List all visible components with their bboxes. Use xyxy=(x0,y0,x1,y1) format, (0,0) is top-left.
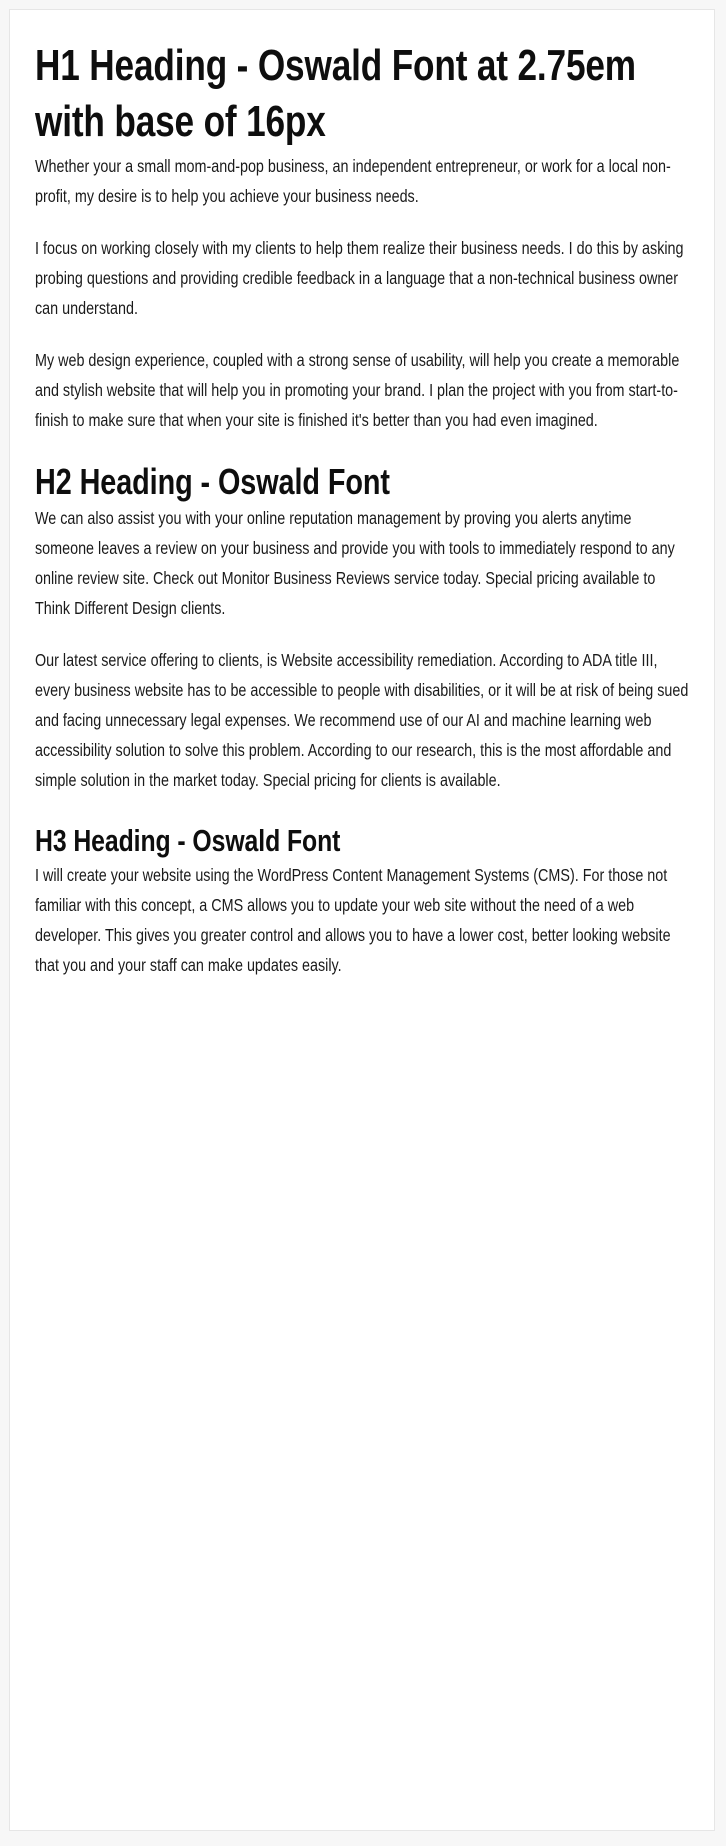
intro-paragraph-2: I focus on working closely with my clients to help them realize their business needs. I do this by asking probing questions and providing credible feedback in a language that a non-technical business owner can understand. xyxy=(35,237,684,318)
bottom-whitespace xyxy=(35,1002,689,1472)
h3-paragraph-1: I will create your website using the WordPress Content Management Systems (CMS). For those not familiar with this concept, a CMS allows you to update your web site without the need of a web developer. This gives you greater control and allows you to have a lower cost, better looking website that you and your staff can make updates easily. xyxy=(35,864,671,975)
article-body xyxy=(10,10,714,1472)
h2-paragraph-2: Our latest service offering to clients, is Website accessibility remediation. According to ADA title III, every business website has to be accessible to people with disabilities, or it will be at risk of being sued and facing unnecessary legal expenses. We recommend use of our AI and machine learning web accessibility solution to solve this problem. According to our research, this is the most affordable and simple solution in the market today. Special pricing for clients is available. xyxy=(35,650,689,791)
content-panel xyxy=(9,9,715,1831)
intro-paragraph-1: Whether your a small mom-and-pop business, an independent entrepreneur, or work for a local non-profit, my desire is to help you achieve your business needs. xyxy=(35,155,671,206)
h2-paragraph-1: We can also assist you with your online reputation management by proving you alerts anytime someone leaves a review on your business and provide you with tools to immediately respond to any online review site. Check out Monitor Business Reviews service today. Special pricing available to Think Different Design clients. xyxy=(35,508,675,619)
page-title-h1: H1 Heading - Oswald Font at 2.75em with base of 16px xyxy=(35,41,636,147)
intro-paragraph-3: My web design experience, coupled with a strong sense of usability, will help you create a memorable and stylish website that will help you in promoting your brand. I plan the project with you from start-to-finish to make sure that when your site is finished it's better than you had even imagined. xyxy=(35,349,680,430)
section-heading-h2: H2 Heading - Oswald Font xyxy=(35,460,390,502)
section-heading-h3: H3 Heading - Oswald Font xyxy=(35,823,341,859)
